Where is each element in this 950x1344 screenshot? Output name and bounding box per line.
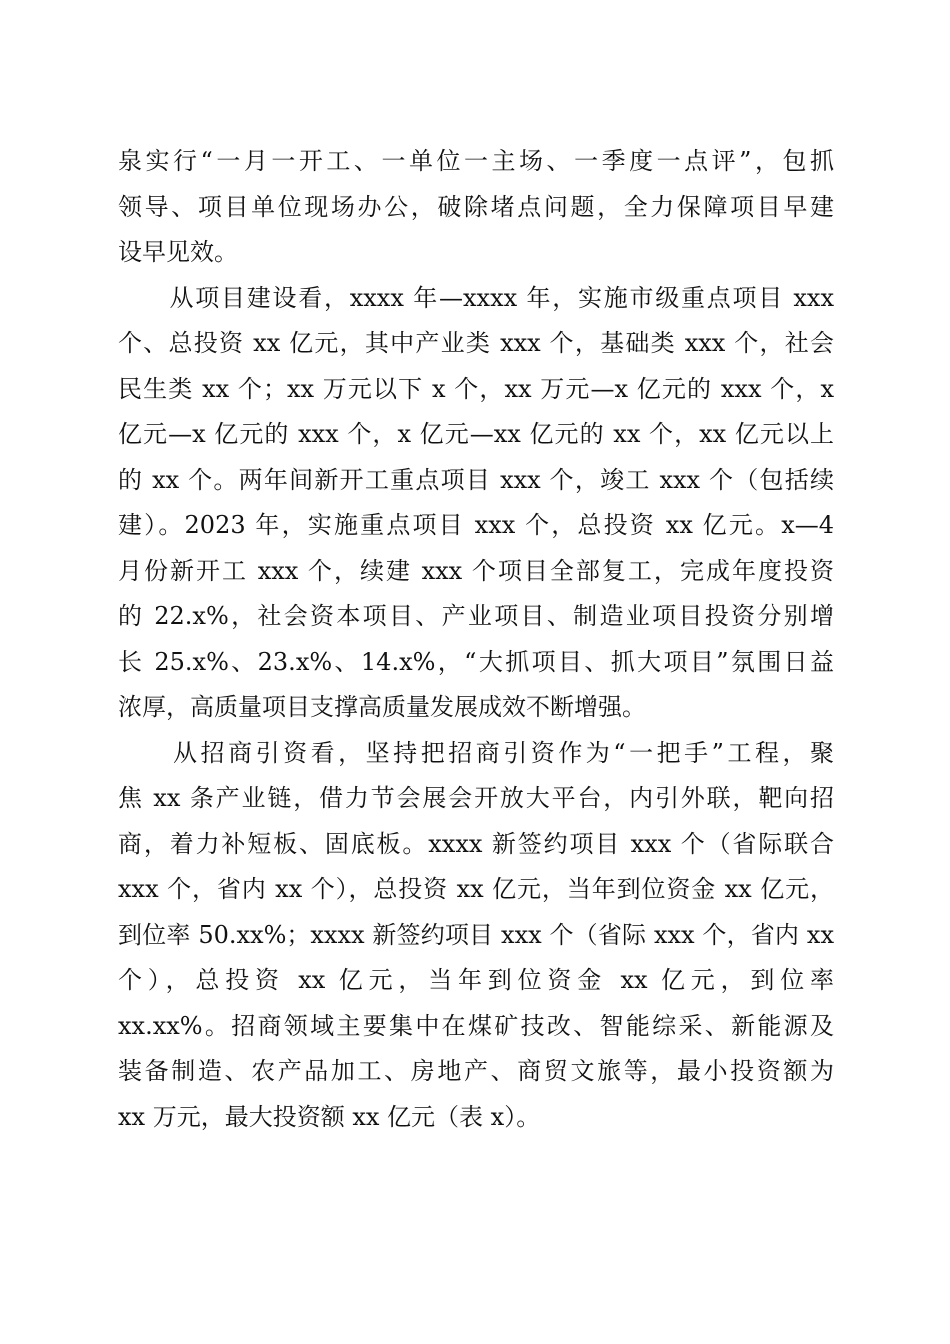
text-line: 泉实行“一月一开工、一单位一主场、一季度一点评”，包抓 xyxy=(118,147,834,175)
document-body xyxy=(118,139,834,1140)
text-line: 设早见效。 xyxy=(118,238,238,266)
text-line: xx.xx%。招商领域主要集中在煤矿技改、智能综采、新能源及 xyxy=(118,1011,834,1040)
text-line: 亿元—x 亿元的 xxx 个，x 亿元—xx 亿元的 xx 个，xx 亿元以上 xyxy=(118,420,834,448)
text-line: 从项目建设看，xxxx 年—xxxx 年，实施市级重点项目 xxx xyxy=(118,283,834,312)
text-line: 月份新开工 xxx 个，续建 xxx 个项目全部复工，完成年度投资 xyxy=(118,556,834,585)
text-line: 焦 xx 条产业链，借力节会展会开放大平台，内引外联，靶向招 xyxy=(118,784,834,812)
text-line: 从招商引资看，坚持把招商引资作为“一把手”工程，聚 xyxy=(118,738,834,767)
paragraph-1 xyxy=(118,139,834,276)
text-line: 浓厚，高质量项目支撑高质量发展成效不断增强。 xyxy=(118,693,646,721)
text-line: 到位率 50.xx%；xxxx 新签约项目 xxx 个（省际 xxx 个，省内 xx xyxy=(118,920,834,949)
text-line: xx 万元，最大投资额 xx 亿元（表 x）。 xyxy=(118,1102,541,1131)
text-line: 的 xx 个。两年间新开工重点项目 xxx 个，竣工 xxx 个（包括续 xyxy=(118,465,834,494)
text-line: xxx 个，省内 xx 个），总投资 xx 亿元，当年到位资金 xx 亿元， xyxy=(118,875,834,903)
text-line: 商，着力补短板、固底板。xxxx 新签约项目 xxx 个（省际联合 xyxy=(118,829,834,858)
paragraph-2 xyxy=(118,276,834,731)
text-line: 建）。2023 年，实施重点项目 xxx 个，总投资 xx 亿元。x—4 xyxy=(118,511,834,539)
text-line: 个），总投资 xx 亿元，当年到位资金 xx 亿元，到位率 xyxy=(118,966,834,994)
text-line: 领导、项目单位现场办公，破除堵点问题，全力保障项目早建 xyxy=(118,192,834,221)
text-line: 装备制造、农产品加工、房地产、商贸文旅等，最小投资额为 xyxy=(118,1057,834,1085)
paragraph-3 xyxy=(118,731,834,1141)
text-line: 的 22.x%，社会资本项目、产业项目、制造业项目投资分别增 xyxy=(118,602,834,630)
text-line: 民生类 xx 个；xx 万元以下 x 个，xx 万元—x 亿元的 xxx 个，x xyxy=(118,374,834,403)
text-line: 个、总投资 xx 亿元，其中产业类 xxx 个，基础类 xxx 个，社会 xyxy=(118,329,834,357)
text-line: 长 25.x%、23.x%、14.x%，“大抓项目、抓大项目”氛围日益 xyxy=(118,647,834,676)
